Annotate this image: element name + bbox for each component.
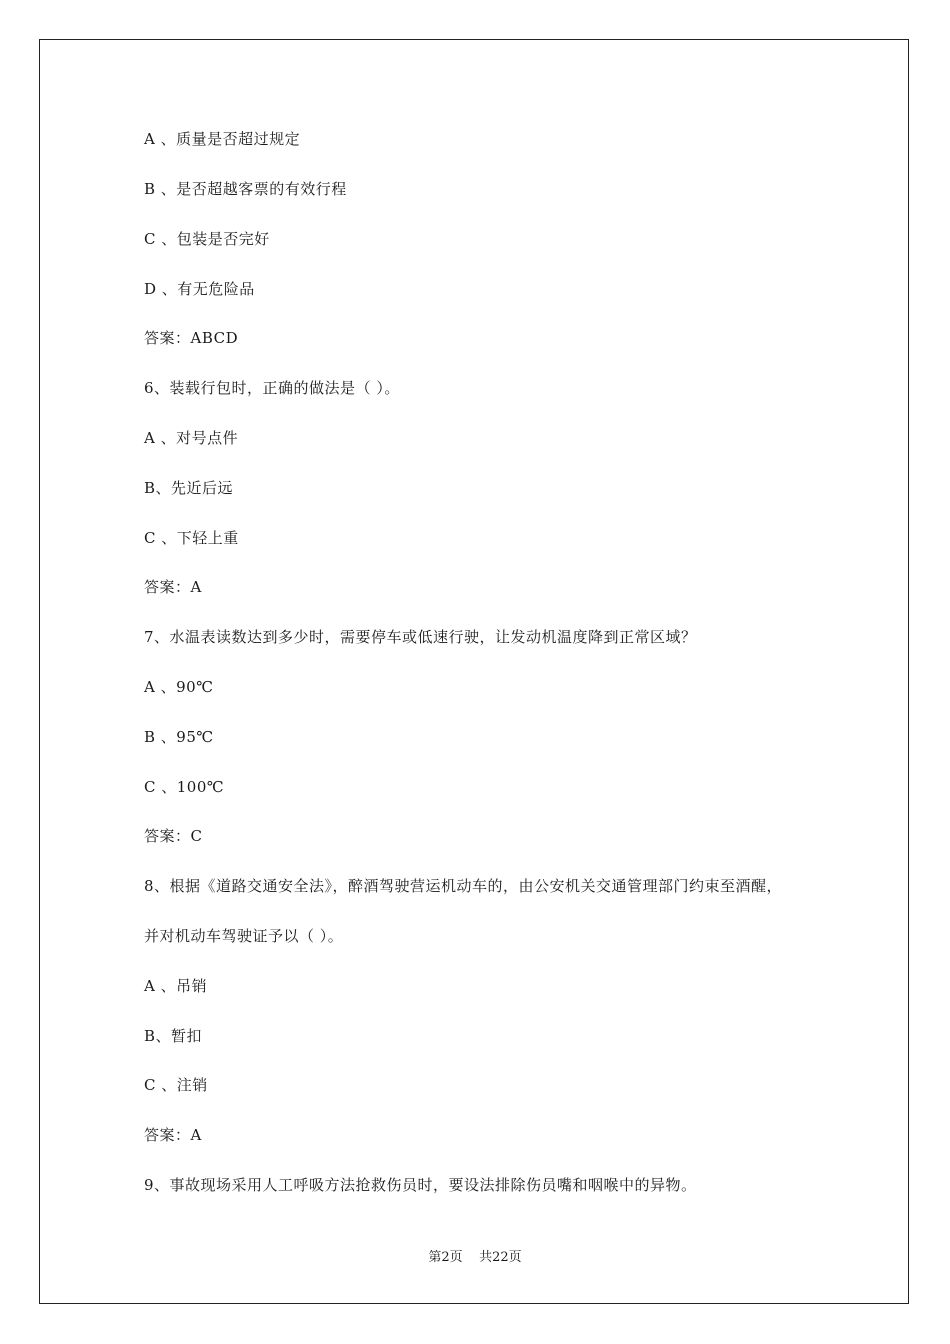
option-line: B 、是否超越客票的有效行程: [144, 180, 347, 198]
option-line: D 、有无危险品: [144, 280, 255, 298]
question-line: 6、装载行包时，正确的做法是（ ）。: [144, 379, 400, 397]
answer-line: 答案：C: [144, 827, 203, 845]
option-line: A 、90℃: [144, 678, 214, 696]
question-line: 9、事故现场采用人工呼吸方法抢救伤员时，要设法排除伤员嘴和咽喉中的异物。: [144, 1176, 697, 1194]
question-line: 7、水温表读数达到多少时，需要停车或低速行驶，让发动机温度降到正常区域？: [144, 628, 697, 646]
option-line: A 、质量是否超过规定: [144, 130, 301, 148]
option-line: A 、对号点件: [144, 429, 239, 447]
option-line: B 、95℃: [144, 728, 214, 746]
answer-line: 答案：ABCD: [144, 329, 239, 347]
option-line: A 、吊销: [144, 977, 208, 995]
question-line-continued: 并对机动车驾驶证予以（ ）。: [144, 927, 344, 945]
option-line: C 、下轻上重: [144, 529, 239, 547]
option-line: C 、包装是否完好: [144, 230, 270, 248]
option-line: B、先近后远: [144, 479, 234, 497]
option-line: B、暂扣: [144, 1027, 203, 1045]
option-line: C 、注销: [144, 1076, 208, 1094]
answer-line: 答案：A: [144, 1126, 202, 1144]
page-number-footer: 第2页 共22页: [428, 1250, 522, 1265]
question-line: 8、根据《道路交通安全法》，醉酒驾驶营运机动车的，由公安机关交通管理部门约束至酒醒，: [144, 877, 783, 895]
answer-line: 答案：A: [144, 578, 202, 596]
option-line: C 、100℃: [144, 778, 225, 796]
